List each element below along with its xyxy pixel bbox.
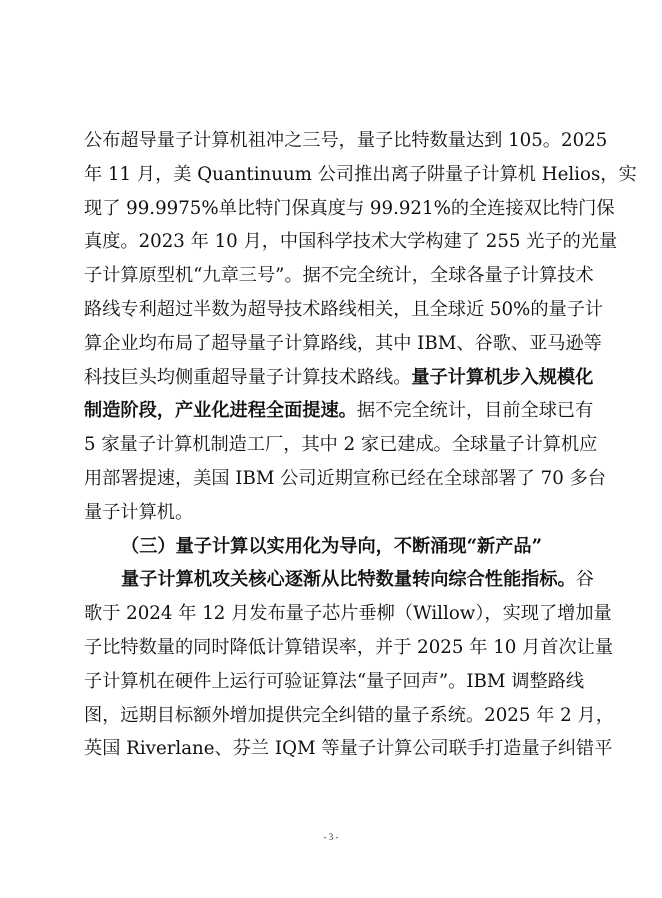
text-line: 量子计算机。 — [84, 501, 194, 523]
page-number: - 3 - — [323, 832, 339, 842]
text-line-mixed — [84, 563, 594, 597]
bold-text-run: 制造阶段，产业化进程全面提速。 — [84, 400, 357, 422]
bold-text-run: 量子计算机步入规模化 — [411, 366, 594, 388]
text-line: 图，远期目标额外增加提供完全纠错的量子系统。2025 年 2 月， — [84, 704, 614, 726]
text-run: 科技巨头均侧重超导量子计算技术路线。 — [84, 366, 412, 388]
text-line: 路线专利超过半数为超导技术路线相关，且全球近 50%的量子计 — [84, 298, 604, 320]
text-line: 年 11 月，美 Quantinuum 公司推出离子阱量子计算机 Helios，实 — [84, 163, 637, 185]
text-line: 子比特数量的同时降低计算错误率，并于 2025 年 10 月首次让量 — [84, 636, 614, 658]
text-line: 用部署提速，美国 IBM 公司近期宣称已经在全球部署了 70 多台 — [84, 467, 606, 489]
text-run: 谷 — [575, 569, 594, 591]
document-body — [84, 124, 637, 766]
text-line: 现了 99.9975%单比特门保真度与 99.921%的全连接双比特门保 — [84, 197, 615, 219]
text-line: 公布超导量子计算机祖冲之三号，量子比特数量达到 105。2025 — [84, 130, 608, 151]
text-line: 算企业均布局了超导量子计算路线，其中 IBM、谷歌、亚马逊等 — [84, 332, 602, 354]
section-heading: （三）量子计算以实用化为导向，不断涌现“新产品” — [121, 535, 543, 557]
text-run: 据不完全统计，目前全球已有 — [356, 400, 594, 422]
text-line-mixed — [84, 394, 594, 428]
text-line: 子计算机在硬件上运行可验证算法“量子回声”。IBM 调整路线 — [84, 670, 585, 692]
text-line: 真度。2023 年 10 月，中国科学技术大学构建了 255 光子的光量 — [84, 231, 618, 253]
bold-text-run: 量子计算机攻关核心逐渐从比特数量转向综合性能指标。 — [121, 569, 576, 591]
text-line-mixed — [84, 361, 594, 395]
text-line: 子计算原型机“九章三号”。据不完全统计，全球各量子计算技术 — [84, 265, 594, 287]
text-line: 英国 Riverlane、芬兰 IQM 等量子计算公司联手打造量子纠错平 — [84, 738, 613, 760]
text-line: 歌于 2024 年 12 月发布量子芯片垂柳（Willow），实现了增加量 — [84, 603, 612, 625]
text-line: 5 家量子计算机制造工厂，其中 2 家已建成。全球量子计算机应 — [84, 434, 598, 456]
